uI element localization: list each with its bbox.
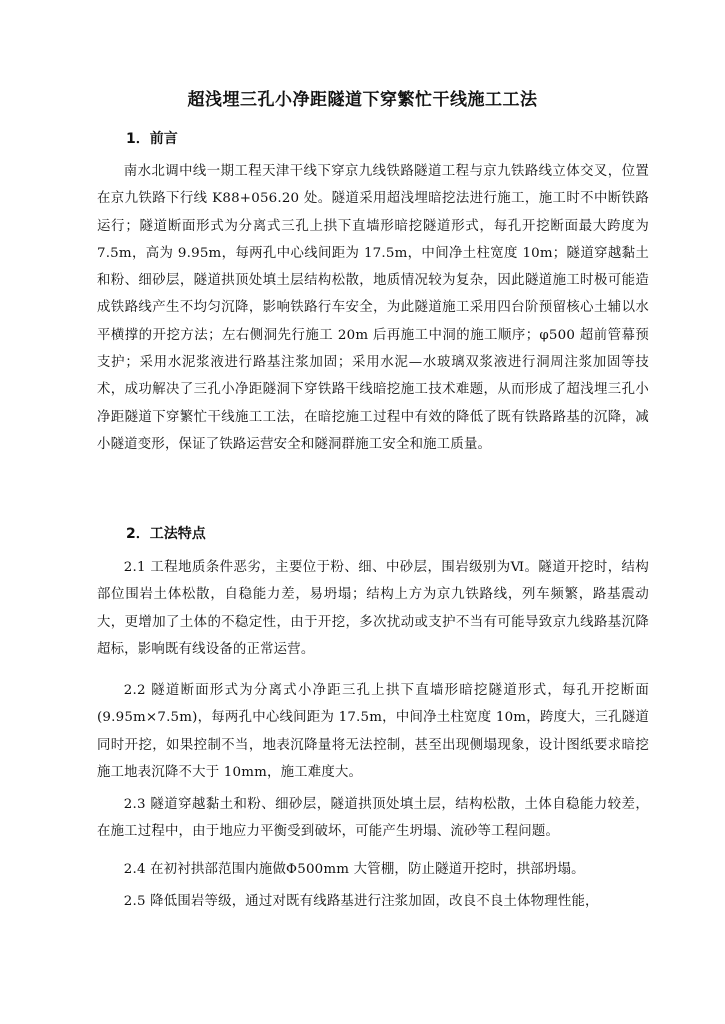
feature-paragraph-2-4: 2.4 在初衬拱部范围内施做Φ500mm 大管棚，防止隧道开挖时，拱部坍塌。 [123, 862, 585, 877]
section-heading-features: 2．工法特点 [126, 526, 206, 542]
feature-paragraph-2-3: 2.3 隧道穿越黏土和粉、细砂层，隧道拱顶处填土层，结构松散，土体自稳能力较差，在施工过程中，由于地应力平衡受到破坏，可能产生坍塌、流砂等工程问题。 [97, 797, 649, 840]
document-title: 超浅埋三孔小净距隧道下穿繁忙干线施工工法 [187, 90, 538, 110]
feature-paragraph-2-1: 2.1 工程地质条件恶劣，主要位于粉、细、中砂层，围岩级别为Ⅵ。隧道开挖时，结构部位围岩土体松散，自稳能力差，易坍塌；结构上方为京九铁路线，列车频繁，路基震动大，更增加了土体的不稳定性，由于开挖，多次扰动或支护不当有可能导致京九线路基沉降超标，影响既有线设备的正常运营。 [97, 560, 649, 657]
feature-paragraph-2-2: 2.2 隧道断面形式为分离式小净距三孔上拱下直墙形暗挖隧道形式，每孔开挖断面(9.95m×7.5m)，每两孔中心线间距为 17.5m，中间净土柱宽度 10m，跨度大，三孔隧道同时开挖，如果控制不当，地表沉降量将无法控制，甚至出现侧塌现象，设计图纸要求暗挖施工地表沉降不大于 10mm，施工难度大。 [97, 683, 649, 780]
feature-paragraph-2-5: 2.5 降低围岩等级，通过对既有线路基进行注浆加固，改良不良土体物理性能， [123, 894, 599, 909]
section-heading-intro: 1．前言 [126, 131, 178, 147]
intro-paragraph: 南水北调中线一期工程天津干线下穿京九线铁路隧道工程与京九铁路线立体交叉，位置在京九铁路下行线 K88+056.20 处。隧道采用超浅埋暗挖法进行施工，施工时不中断铁路运行；隧道断面形式为分离式三孔上拱下直墙形暗挖隧道形式，每孔开挖断面最大跨度为 7.5m，高为 9.95m，每两孔中心线间距为 17.5m，中间净土柱宽度 10m；隧道穿越黏土和粉、细砂层，隧道拱顶处填土层结构松散，地质情况较为复杂，因此隧道施工时极可能造成铁路线产生不均匀沉降，影响铁路行车安全，为此隧道施工采用四台阶预留核心土辅以水平横撑的开挖方法；左右侧洞先行施工 20m 后再施工中洞的施工顺序；φ500 超前管幕预支护；采用水泥浆液进行路基注浆加固；采用水泥—水玻璃双浆液进行洞周注浆加固等技术，成功解决了三孔小净距隧洞下穿铁路干线暗挖施工技术难题，从而形成了超浅埋三孔小净距隧道下穿繁忙干线施工工法，在暗挖施工过程中有效的降低了既有铁路路基的沉降，减小隧道变形，保证了铁路运营安全和隧洞群施工安全和施工质量。 [97, 164, 649, 452]
